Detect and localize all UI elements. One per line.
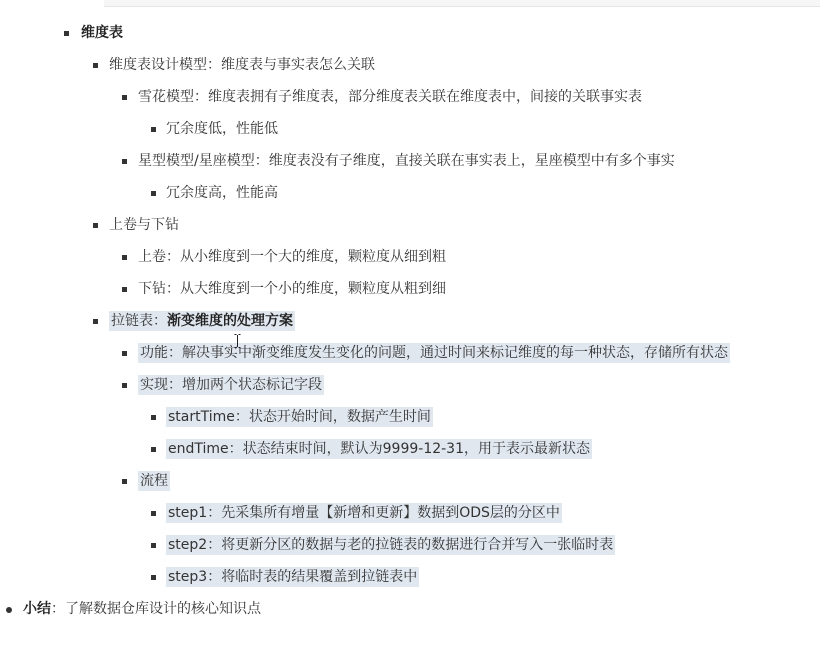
square-bullet-icon — [93, 63, 98, 68]
list-item: endTime：状态结束时间，默认为9999-12-31，用于表示最新状态 — [168, 441, 590, 457]
square-bullet-icon — [151, 447, 156, 452]
square-bullet-icon — [122, 287, 127, 292]
square-bullet-icon — [122, 159, 127, 164]
square-bullet-icon — [122, 351, 127, 356]
list-item: 流程 — [140, 473, 168, 489]
square-bullet-icon — [151, 511, 156, 516]
square-bullet-icon — [151, 415, 156, 420]
list-item: 雪花模型：维度表拥有子维度表，部分维度表关联在维度表中，间接的关联事实表 — [138, 89, 642, 105]
square-bullet-icon — [93, 319, 98, 324]
list-item: 上卷与下钻 — [109, 217, 179, 233]
list-item: step3：将临时表的结果覆盖到拉链表中 — [168, 569, 418, 585]
list-item: 实现：增加两个状态标记字段 — [140, 377, 322, 393]
list-item: 功能：解决事实中渐变维度发生变化的问题，通过时间来标记维度的每一种状态，存储所有状态 — [140, 345, 728, 361]
summary-item: 小结：了解数据仓库设计的核心知识点 — [23, 601, 261, 617]
square-bullet-icon — [64, 31, 69, 36]
section-title: 维度表 — [81, 25, 123, 41]
square-bullet-icon — [151, 543, 156, 548]
list-item: startTime：状态开始时间，数据产生时间 — [168, 409, 431, 425]
square-bullet-icon — [122, 383, 127, 388]
zipper-table-label: 拉链表：渐变维度的处理方案 — [111, 313, 293, 329]
square-bullet-icon — [122, 95, 127, 100]
top-panel-edge — [104, 0, 820, 7]
round-bullet-icon — [6, 607, 12, 613]
list-item: step2：将更新分区的数据与老的拉链表的数据进行合并写入一张临时表 — [168, 537, 614, 553]
square-bullet-icon — [122, 255, 127, 260]
text-cursor-icon — [234, 334, 241, 348]
square-bullet-icon — [122, 479, 127, 484]
square-bullet-icon — [93, 223, 98, 228]
list-item: 维度表设计模型：维度表与事实表怎么关联 — [109, 57, 375, 73]
list-item: 冗余度高，性能高 — [166, 185, 278, 201]
square-bullet-icon — [151, 191, 156, 196]
list-item: step1：先采集所有增量【新增和更新】数据到ODS层的分区中 — [168, 505, 560, 521]
list-item: 上卷：从小维度到一个大的维度，颗粒度从细到粗 — [138, 249, 446, 265]
list-item — [109, 310, 295, 332]
square-bullet-icon — [151, 127, 156, 132]
square-bullet-icon — [151, 575, 156, 580]
list-item: 冗余度低，性能低 — [166, 121, 278, 137]
list-item: 星型模型/星座模型：维度表没有子维度，直接关联在事实表上，星座模型中有多个事实 — [138, 153, 675, 169]
list-item: 下钻：从大维度到一个小的维度，颗粒度从粗到细 — [138, 281, 446, 297]
